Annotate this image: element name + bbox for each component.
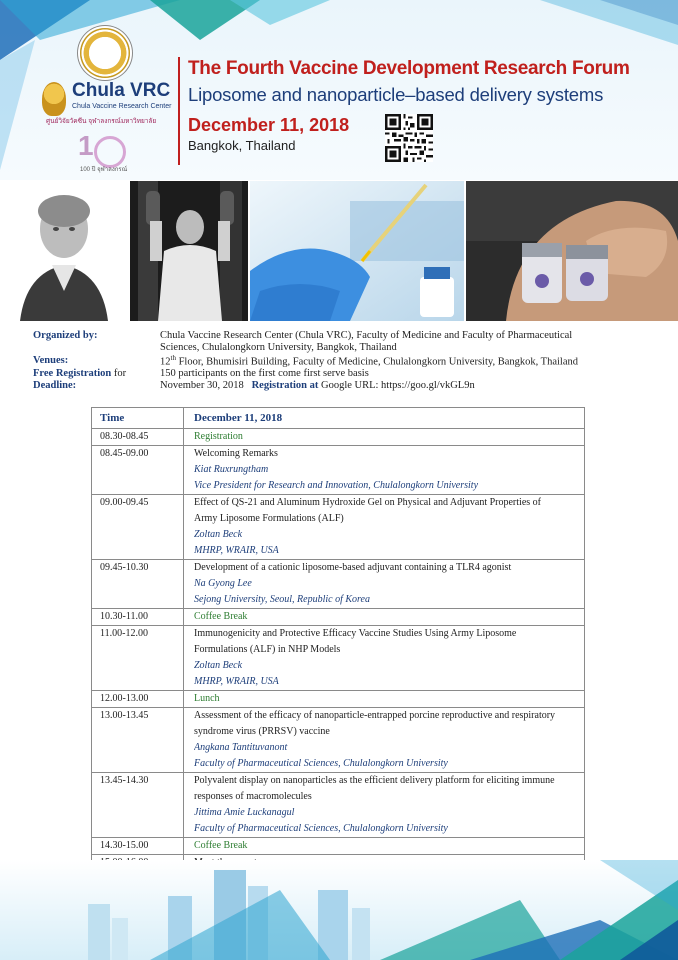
speaker-affiliation: Faculty of Pharmaceutical Sciences, Chulalongkorn University	[194, 758, 448, 769]
vrc-logo-subtitle: Chula Vaccine Research Center	[72, 103, 172, 110]
venue-address: Floor, Bhumisiri Building, Faculty of Medicine, Chulalongkorn University, Bangkok, Thailand	[175, 356, 578, 368]
organized-label: Organized by:	[33, 330, 98, 341]
deadline-label: Deadline:	[33, 380, 77, 391]
schedule-header-time-cell	[92, 408, 184, 429]
schedule-row	[92, 495, 585, 560]
lab-pipette-image	[250, 181, 464, 321]
schedule-row	[92, 773, 585, 838]
schedule-header-row	[92, 408, 585, 429]
schedule-time: 14.30-15.00	[100, 840, 149, 851]
session-title: Army Liposome Formulations (ALF)	[194, 513, 344, 524]
event-location: Bangkok, Thailand	[188, 138, 296, 153]
speaker-name: Zoltan Beck	[194, 529, 243, 540]
speaker-name: Na Gyong Lee	[194, 578, 252, 589]
deadline-date: November 30, 2018	[160, 380, 244, 391]
speaker-name: Angkana Tantituvanont	[194, 742, 288, 753]
schedule-break-row	[92, 429, 585, 446]
schedule-time: 13.00-13.45	[100, 710, 149, 721]
schedule-event-cell	[184, 838, 585, 855]
schedule-break-row	[92, 691, 585, 708]
session-title: responses of macromolecules	[194, 791, 312, 802]
schedule-time-cell	[92, 626, 184, 691]
free-registration-text: Free Registration	[33, 368, 112, 379]
vrc-logo-thai: ศูนย์วิจัยวัคซีน จุฬาลงกรณ์มหาวิทยาลัย	[46, 118, 157, 125]
schedule-table	[91, 407, 585, 872]
schedule-event-cell	[184, 495, 585, 560]
schedule-body	[92, 408, 585, 872]
schedule-break-row	[92, 609, 585, 626]
schedule-break-label: Registration	[194, 431, 243, 442]
speaker-name: Kiat Ruxrungtham	[194, 464, 269, 475]
vrc-logo	[42, 80, 172, 125]
event-subtitle: Liposome and nanoparticle–based delivery systems	[188, 84, 604, 105]
venues-label: Venues:	[33, 355, 69, 366]
speaker-affiliation: MHRP, WRAIR, USA	[194, 676, 279, 687]
venue-value	[160, 354, 578, 368]
schedule-break-label: Coffee Break	[194, 840, 248, 851]
schedule-time: 11.00-12.00	[100, 628, 148, 639]
schedule-time-cell	[92, 446, 184, 495]
schedule-event-cell	[184, 708, 585, 773]
free-registration-label	[33, 368, 126, 379]
event-date: December 11, 2018	[188, 115, 350, 135]
session-title: Formulations (ALF) in NHP Models	[194, 644, 341, 655]
session-title: Immunogenicity and Protective Efficacy Vaccine Studies Using Army Liposome	[194, 628, 517, 639]
vaccine-vials-image	[466, 181, 678, 321]
anniversary-text: 100 ปี จุฬาลงกรณ์	[80, 167, 128, 173]
session-title: syndrome virus (PRRSV) vaccine	[194, 726, 330, 737]
schedule-time-cell	[92, 708, 184, 773]
photo-strip	[0, 181, 678, 321]
free-registration-value: 150 participants on the first come first serve basis	[160, 368, 369, 379]
schedule-event-cell	[184, 691, 585, 708]
schedule-break-label: Lunch	[194, 693, 220, 704]
session-title: Development of a cationic liposome-based adjuvant containing a TLR4 agonist	[194, 562, 512, 573]
schedule-event-cell	[184, 446, 585, 495]
schedule-event-cell	[184, 773, 585, 838]
schedule-time: 09.45-10.30	[100, 562, 149, 573]
title-divider	[178, 57, 180, 165]
schedule-time-cell	[92, 691, 184, 708]
schedule-time: 08.30-08.45	[100, 431, 149, 442]
schedule-row	[92, 626, 585, 691]
chula-seal-icon	[80, 28, 130, 78]
schedule-time: 12.00-13.00	[100, 693, 149, 704]
organized-line-1: Chula Vaccine Research Center (Chula VRC), Faculty of Medicine and Faculty of Pharmaceutical	[160, 330, 573, 341]
schedule-time-cell	[92, 609, 184, 626]
schedule-time-cell	[92, 773, 184, 838]
speaker-affiliation: Sejong University, Seoul, Republic of Korea	[194, 594, 370, 605]
speaker-affiliation: Vice President for Research and Innovation, Chulalongkorn University	[194, 480, 479, 491]
vrc-logo-icon	[42, 82, 66, 116]
anniversary-100-icon	[78, 130, 134, 176]
schedule-time: 13.45-14.30	[100, 775, 149, 786]
vrc-logo-title: Chula VRC	[72, 80, 171, 101]
schedule-row	[92, 560, 585, 609]
session-title: Polyvalent display on nanoparticles as the efficient delivery platform for eliciting immune	[194, 775, 555, 786]
venue-floor-suffix: th	[170, 354, 176, 362]
schedule-time-cell	[92, 429, 184, 446]
event-title: The Fourth Vaccine Development Research Forum	[188, 58, 630, 79]
scientist-photo-image	[130, 181, 248, 321]
schedule-time: 10.30-11.00	[100, 611, 148, 622]
speaker-name: Jittima Amie Luckanagul	[194, 807, 295, 818]
speaker-affiliation: MHRP, WRAIR, USA	[194, 545, 279, 556]
schedule-time-cell	[92, 560, 184, 609]
schedule-time: 08.45-09.00	[100, 448, 149, 459]
schedule-header-date-cell	[184, 408, 585, 429]
deadline-value	[160, 380, 475, 391]
registration-url[interactable]: Google URL: https://goo.gl/vkGL9n	[318, 380, 475, 391]
speaker-name: Zoltan Beck	[194, 660, 243, 671]
anniversary-number: 1	[78, 130, 92, 161]
schedule-row	[92, 446, 585, 495]
schedule-event-cell	[184, 626, 585, 691]
schedule-break-label: Coffee Break	[194, 611, 248, 622]
logo-column	[38, 22, 172, 182]
session-title: Welcoming Remarks	[194, 448, 278, 459]
footer-decoration	[0, 860, 678, 960]
schedule-row	[92, 708, 585, 773]
schedule-header-date: December 11, 2018	[194, 412, 283, 424]
free-registration-for: for	[111, 368, 127, 379]
schedule-time-cell	[92, 495, 184, 560]
session-title: Assessment of the efficacy of nanoparticle-entrapped porcine reproductive and respiratory	[194, 710, 556, 721]
portrait-engraving-image	[0, 181, 128, 321]
registration-label: Registration at	[251, 380, 319, 391]
qr-code-icon[interactable]	[385, 114, 433, 162]
schedule-header-time: Time	[100, 412, 125, 424]
schedule-event-cell	[184, 560, 585, 609]
schedule-event-cell	[184, 609, 585, 626]
speaker-affiliation: Faculty of Pharmaceutical Sciences, Chulalongkorn University	[194, 823, 448, 834]
schedule-time-cell	[92, 838, 184, 855]
venue-floor: 12	[160, 356, 171, 368]
organized-line-2: Sciences, Chulalongkorn University, Bangkok, Thailand	[160, 342, 397, 353]
schedule-event-cell	[184, 429, 585, 446]
schedule-time: 09.00-09.45	[100, 497, 149, 508]
session-title: Effect of QS-21 and Aluminum Hydroxide Gel on Physical and Adjuvant Properties of	[194, 497, 541, 508]
schedule-break-row	[92, 838, 585, 855]
